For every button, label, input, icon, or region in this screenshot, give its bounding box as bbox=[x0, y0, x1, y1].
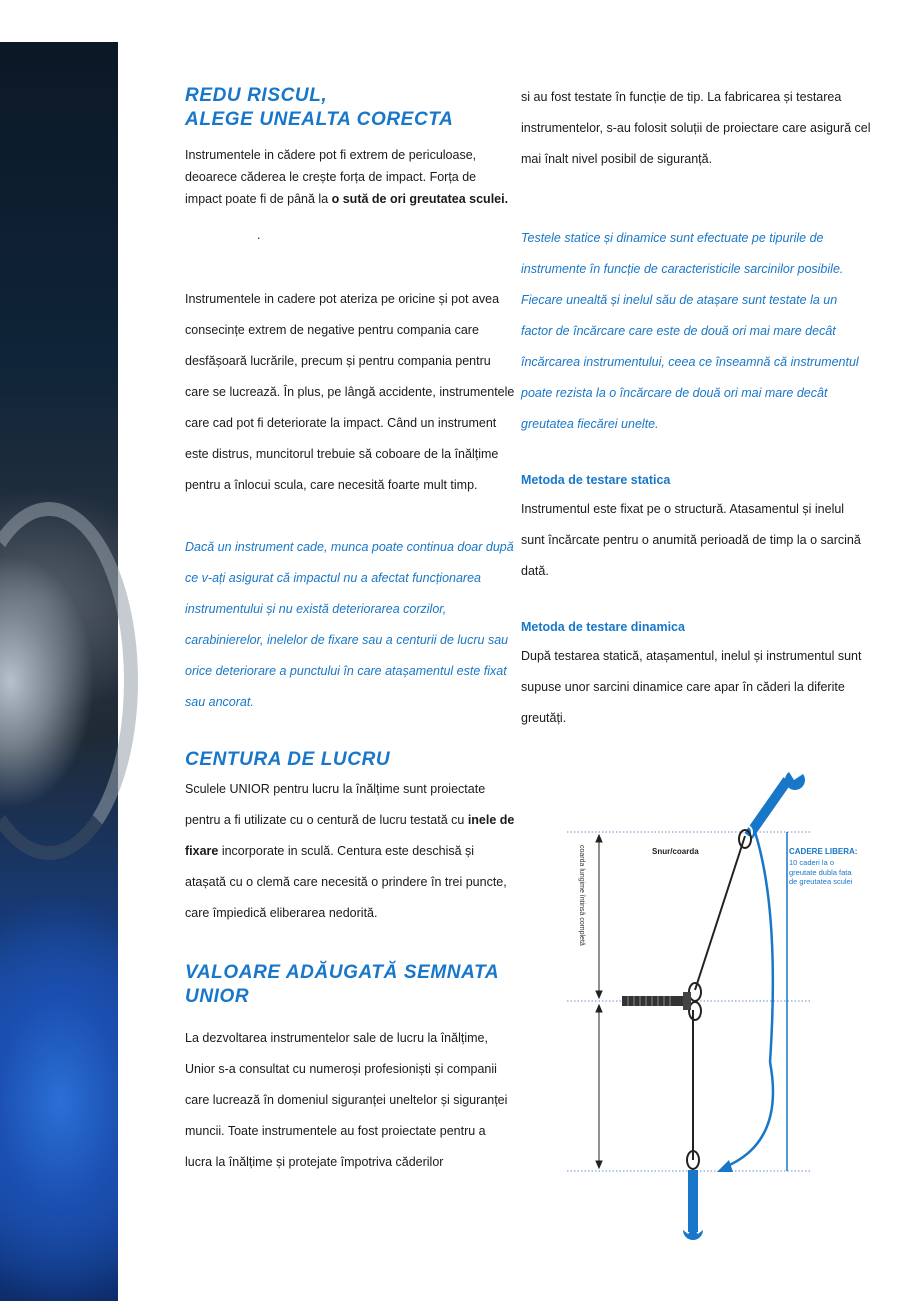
heading-line: UNIOR bbox=[185, 986, 250, 1007]
background-photo bbox=[0, 42, 118, 1301]
metal-rim-shape bbox=[0, 502, 138, 860]
free-fall-title: CADERE LIBERA: bbox=[789, 847, 858, 856]
intro-bold: o sută de ori greutatea sculei. bbox=[331, 192, 509, 206]
tests-paragraph: Testele statice și dinamice sunt efectuate pe tipurile de instrumente în funcție de caracteristicile sarcinilor posibile. Fiecare unealtă și inelul său de atașare sunt testate la un factor de încărcare care este de două ori mai mare decât încărcarea instrumentului, ceea ce înseamnă că instrumentul poate rezista la o încărcare de două ori mai mare decât greutatea fiecărei unelte. bbox=[521, 231, 859, 431]
stray-dot: . bbox=[257, 228, 261, 242]
wrench-top-icon bbox=[738, 772, 805, 839]
measure-arrow-upper bbox=[596, 835, 602, 998]
heading-line: REDU RISCUL, bbox=[185, 85, 328, 106]
cord-length-label: coarda lungime întinsă completă bbox=[578, 845, 585, 946]
intro-paragraph bbox=[185, 144, 515, 210]
belt-paragraph bbox=[185, 774, 515, 929]
measure-arrow-lower bbox=[596, 1005, 602, 1168]
drop-test-diagram bbox=[565, 762, 865, 1262]
dynamic-method-text: După testarea statică, atașamentul, inelul și instrumentul sunt supuse unor sarcini dinamice care apar în căderi la diferite greutăți. bbox=[521, 649, 862, 725]
intro-text: Instrumentele in cădere pot fi extrem de periculoase, deoarece căderea le crește forța de impact. Forța de impact poate fi de până la bbox=[185, 148, 477, 206]
continuation-paragraph: si au fost testate în funcție de tip. La fabricarea și testarea instrumentelor, s-au folosit soluții de proiectare care asigură cel mai înalt nivel posibil de siguranță. bbox=[521, 90, 871, 166]
cord-upper bbox=[695, 836, 745, 990]
belt-text: Sculele UNIOR pentru lucru la înălțime sunt proiectate pentru a fi utilizate cu o centură de lucru testată cu bbox=[185, 782, 486, 827]
static-method-title: Metoda de testare statica bbox=[521, 473, 671, 487]
left-column bbox=[185, 84, 515, 1178]
heading-line: VALOARE ADĂUGATĂ SEMNATA bbox=[185, 962, 500, 983]
belt-text: incorporate in sculă. Centura este deschisă și atașată cu o clemă care necesită o prindere în trei puncte, care împiedică eliberarea nedorită. bbox=[185, 844, 507, 920]
dynamic-method-title: Metoda de testare dinamica bbox=[521, 620, 685, 634]
fall-arrow-head bbox=[717, 1160, 733, 1172]
anchor-bolt-icon bbox=[622, 992, 691, 1010]
right-column bbox=[521, 84, 871, 734]
impact-paragraph: Instrumentele in cadere pot ateriza pe oricine și pot avea consecințe extrem de negative pentru compania care desfășoară lucrările, precum și pentru compania pentru care se lucrează. În plus, pe lângă accidente, instrumentele care cad pot fi deteriorate la impact. Când un instrument este distrus, muncitorul trebuie să coboare de la înălțime pentru a înlocui scula, care necesită foarte mult timp. bbox=[185, 292, 515, 492]
static-method-text: Instrumentul este fixat pe o structură. Atasamentul și inelul sunt încărcate pentru o anumită perioadă de timp la o sarcină dată. bbox=[521, 502, 861, 578]
fall-arc bbox=[725, 1062, 773, 1167]
value-paragraph: La dezvoltarea instrumentelor sale de lucru la înălțime, Unior s-a consultat cu numeroși profesioniști și companii care lucrează în domeniul siguranței uneltelor și siguranței muncii. Toate instrumentele au fost proiectate pentru a lucra la înălțime și protejate împotriva căderilor bbox=[185, 1031, 508, 1169]
heading-work-belt: CENTURA DE LUCRU bbox=[185, 749, 391, 770]
heading-added-value bbox=[185, 961, 515, 1009]
wrench-bottom-icon bbox=[683, 1170, 703, 1240]
belt-bold: inele de fixare bbox=[185, 813, 515, 858]
heading-line: ALEGE UNEALTA CORECTA bbox=[185, 109, 454, 130]
inspection-paragraph: Dacă un instrument cade, munca poate continua doar după ce v-ați asigurat că impactul nu a afectat funcționarea instrumentului și nu există deteriorarea corzilor, carabinierelor, inelelor de fixare sau a centurii de lucru sau orice deteriorare a punctului în care atașamentul este fixat sau ancorat. bbox=[185, 540, 514, 709]
free-fall-text: 10 caderi la o greutate dubla fata de greutatea sculei bbox=[789, 858, 853, 886]
heading-reduce-risk bbox=[185, 84, 515, 132]
cord-label: Snur/coarda bbox=[652, 847, 699, 856]
